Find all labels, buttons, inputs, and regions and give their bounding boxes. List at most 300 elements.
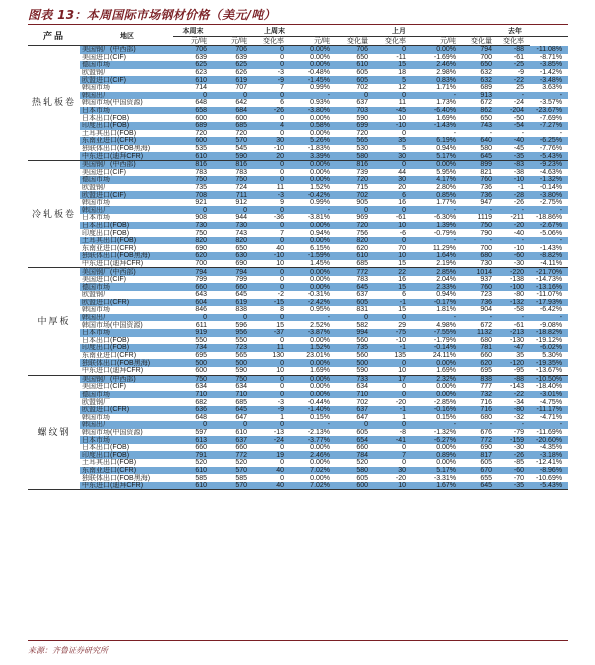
value-cell: -3.01% [530,391,568,399]
value-cell: 733 [336,375,374,383]
value-cell: -10 [498,176,530,184]
value-cell: 30 [374,176,412,184]
value-cell: 1119 [477,214,493,222]
value-cell: 40 [276,244,284,252]
table-row [28,237,568,245]
value-cell: 6.15% [310,244,331,252]
value-cell: 11 [276,183,284,191]
value-cell: -88 [498,46,530,54]
value-cell: -3.80% [530,191,568,199]
value-cell: 15 [374,283,412,291]
value-cell: 700 [480,244,493,252]
region-cell: 印度出口(FOB) [80,344,173,352]
value-cell: 11 [253,344,290,352]
value-cell: -204 [498,107,530,115]
region-cell: 日本市场 [80,329,173,337]
table-row [28,383,568,391]
value-cell: 735 [195,183,207,191]
value-cell: 0 [402,383,407,391]
value-cell: 18 [398,69,407,77]
value-cell: 732 [462,391,498,399]
value-cell: 772 [336,268,374,276]
value-cell: 610 [235,428,247,436]
value-cell: 580 [336,467,374,475]
value-cell: 626 [235,69,247,77]
value-cell: 0.83% [412,76,462,84]
value-cell: 550 [195,336,207,344]
value-cell: 605 [356,69,369,77]
value-cell: 684 [213,107,253,115]
value-cell: 0.93% [310,99,331,107]
value-cell: -9 [253,406,290,414]
table-row [28,107,568,115]
value-cell: -11.69% [536,428,563,436]
value-cell: 654 [336,436,374,444]
value-cell: 0 [280,336,284,344]
value-cell: 655 [480,474,493,482]
value-cell: 15 [374,260,412,268]
value-cell: -0.79% [433,229,457,237]
table-row [28,54,568,62]
value-cell: -3.31% [433,474,457,482]
value-cell: -2.75% [539,199,563,207]
value-cell: -3 [277,69,284,77]
value-cell: -10 [395,336,407,344]
region-cell: 欧盟钢厂 [82,398,110,406]
table-row [28,314,568,322]
table-row [28,268,568,276]
table-row [28,99,568,107]
region-cell: 日本出口(FOB) [82,114,130,122]
value-cell: 610 [173,482,213,490]
table-row [28,92,568,100]
table-row [28,122,568,130]
region-cell: 美国钢厂(中西部) [80,375,173,383]
table-row [28,367,568,375]
value-cell: 520 [195,459,207,467]
value-cell: -3.57% [539,99,563,107]
header-row-groups [28,27,568,37]
table-row [28,244,568,252]
value-cell: 1014 [462,268,498,276]
region-cell: 德国市场 [80,61,173,69]
value-cell: 605 [356,428,369,436]
value-cell: - [412,237,462,245]
table-row [28,474,568,482]
value-cell: -23.67% [530,107,568,115]
value-cell: -138 [510,276,525,284]
value-cell: 676 [480,428,493,436]
value-cell: 0 [173,206,213,214]
value-cell: 0.94% [310,229,331,237]
value-cell: -54 [498,122,530,130]
value-cell: 838 [462,375,498,383]
value-cell: -1.83% [307,145,331,153]
value-cell: 630 [213,252,253,260]
value-cell: 130 [272,352,284,360]
value-cell: 905 [356,199,369,207]
value-cell: 639 [235,53,247,61]
value-cell: 15 [374,61,412,69]
value-cell: 707 [235,84,247,92]
value-cell: -79 [513,428,525,436]
value-cell: -11.08% [530,46,568,54]
region-cell: 日本市场 [80,436,173,444]
value-cell: -5.43% [530,152,568,160]
value-cell: -95 [498,367,530,375]
value-cell: 0 [213,314,253,322]
value-cell: 790 [480,229,493,237]
value-cell: 642 [235,99,247,107]
value-cell: 30 [374,152,412,160]
value-cell: 791 [173,451,213,459]
region-cell: 德国市场 [80,176,173,184]
value-cell: 0 [173,421,213,429]
value-cell: 658 [173,107,213,115]
value-cell: 703 [336,107,374,115]
value-cell: 1.67% [412,482,462,490]
value-cell: 690 [195,244,207,252]
value-cell: -4.11% [530,260,568,268]
region-cell: 韩国市场(中国资源) [82,99,143,107]
value-cell: -159 [498,436,530,444]
region-cell: 东南亚进口(CFR) [82,244,137,252]
header-region: 地区 [80,27,173,46]
table-row [28,444,568,452]
value-cell: 605 [336,299,374,307]
value-cell: 0.15% [436,413,457,421]
value-cell: -35 [498,482,530,490]
value-cell: - [290,421,336,429]
value-cell: 720 [235,129,247,137]
value-cell: 0.00% [436,383,457,391]
value-cell: - [530,92,568,100]
table-body [28,46,568,490]
value-cell: 0 [213,92,253,100]
value-cell: 1.77% [436,199,457,207]
region-cell: 印度出口(FOB) [80,451,173,459]
value-cell: 702 [356,398,369,406]
table-row [28,352,568,360]
value-cell: 0 [280,53,284,61]
value-cell: 605 [336,76,374,84]
value-cell: 610 [173,76,213,84]
value-cell: -4.75% [539,398,563,406]
source-note: 来源：齐鲁证券研究所 [28,646,108,655]
value-cell: -20 [498,222,530,230]
value-cell: 40 [253,467,290,475]
value-cell: 585 [235,474,247,482]
value-cell: 35 [516,352,525,360]
value-cell: 647 [356,413,369,421]
value-cell: -1.32% [530,176,568,184]
value-cell: -7.55% [412,329,462,337]
value-cell: 10 [374,252,412,260]
value-cell: 1.69% [412,367,462,375]
value-cell: 660 [480,352,493,360]
value-cell: -9.23% [530,160,568,168]
table-row [28,429,568,437]
value-cell: 2.32% [412,375,462,383]
value-cell: 994 [336,329,374,337]
value-cell: -60 [498,252,530,260]
value-cell: -22 [498,76,530,84]
value-cell: 838 [235,306,247,314]
value-cell: 739 [356,168,369,176]
table-row [28,306,568,314]
value-cell: 660 [356,444,369,452]
value-cell: 648 [195,413,207,421]
value-cell: -26 [498,451,530,459]
value-cell: 0.00% [290,359,336,367]
table-row [28,321,568,329]
value-cell: -6.02% [530,344,568,352]
region-cell: 中东进口(迪拜CFR) [80,482,173,490]
table-row [28,252,568,260]
value-cell: 1 [402,413,407,421]
value-cell: 6 [374,191,412,199]
table-row [28,406,568,414]
value-cell: 596 [235,321,247,329]
value-cell: 604 [173,299,213,307]
region-cell: 韩国出厂 [80,314,173,322]
value-cell: 783 [235,168,247,176]
value-cell: 5.17% [412,152,462,160]
value-cell: -10.50% [530,375,568,383]
header-unit: 元/吨 [173,37,213,46]
table-row [28,46,568,54]
table-row [28,69,568,77]
value-cell: 23.01% [306,352,331,360]
value-cell: 10 [374,222,412,230]
value-cell: 4.98% [436,321,457,329]
value-cell: 2.46% [412,61,462,69]
region-cell: 独联体出口(FOB黑海) [82,145,151,153]
value-cell: 756 [356,229,369,237]
table-row [28,214,568,222]
value-cell: 5.26% [290,137,336,145]
value-cell: -3.77% [290,436,336,444]
value-cell: -13.16% [530,283,568,291]
value-cell: 0 [173,92,213,100]
value-cell: 597 [195,428,207,436]
header-last-month: 上月 [336,27,462,37]
region-cell: 韩国市场 [82,84,110,92]
value-cell: -211 [510,214,525,222]
value-cell: -18.82% [530,329,568,337]
value-cell: 2.52% [310,321,331,329]
value-cell: - [498,314,530,322]
value-cell: 15 [276,321,284,329]
value-cell: 706 [336,46,374,54]
region-cell: 美国进口(CIF) [82,168,126,176]
value-cell: 625 [213,61,253,69]
value-cell: 634 [356,383,369,391]
value-cell: -5.06% [539,229,563,237]
value-cell: -1.42% [539,69,563,77]
value-cell: -60 [498,467,530,475]
table-row [28,299,568,307]
value-cell: 2.33% [412,283,462,291]
value-cell: -61 [513,321,525,329]
table-row [28,199,568,207]
value-cell: 760 [462,283,498,291]
value-cell: 610 [336,61,374,69]
region-cell: 韩国市场(中国资源) [82,321,143,329]
value-cell: 640 [462,137,498,145]
region-cell: 欧盟钢厂 [82,183,110,191]
value-cell: 735 [336,344,374,352]
value-cell: 720 [336,222,374,230]
value-cell: 600 [195,114,207,122]
value-cell: - [412,314,462,322]
value-cell: 16 [398,276,407,284]
value-cell: 0 [374,46,412,54]
region-cell: 美国钢厂(中西部) [80,268,173,276]
value-cell: 10 [253,260,290,268]
value-cell: -3.48% [530,76,568,84]
value-cell: 17 [374,375,412,383]
table-row [28,421,568,429]
region-cell: 独联体出口(FOB黑海) [80,252,173,260]
value-cell: 817 [462,451,498,459]
value-cell: 969 [356,214,369,222]
region-cell: 韩国市场 [82,306,110,314]
value-cell: 702 [336,191,374,199]
value-cell: 0 [280,129,284,137]
value-cell: 0 [173,314,213,322]
value-cell: 0.00% [310,276,331,284]
region-cell: 中东进口(迪拜CFR) [80,260,173,268]
value-cell: 0 [374,206,412,214]
value-cell: 899 [462,160,498,168]
value-cell: 0.00% [436,459,457,467]
value-cell: 1.45% [290,260,336,268]
value-cell: 1.64% [412,252,462,260]
value-cell: 580 [336,152,374,160]
value-cell: -0.48% [307,69,331,77]
value-cell: 799 [195,276,207,284]
value-cell: 2.19% [412,260,462,268]
region-cell: 欧盟进口(CFR) [80,299,173,307]
value-cell: 710 [336,391,374,399]
region-cell: 欧盟进口(CFR) [80,406,173,414]
region-cell: 韩国出厂 [80,421,173,429]
value-cell: -3.81% [307,214,331,222]
value-cell: 0 [280,114,284,122]
value-cell: 0.85% [412,191,462,199]
value-cell: 0 [336,206,374,214]
value-cell: 0 [253,421,290,429]
value-cell: -22 [498,391,530,399]
value-cell: 0 [374,391,412,399]
value-cell: 40 [253,482,290,490]
value-cell: 912 [235,199,247,207]
value-cell: 794 [173,268,213,276]
value-cell: - [412,421,462,429]
value-cell: 20 [398,183,407,191]
value-cell: 11.29% [432,244,457,252]
value-cell: 0 [253,92,290,100]
value-cell: 3.39% [290,152,336,160]
value-cell: -1.43% [539,244,563,252]
value-cell: 750 [213,176,253,184]
value-cell: 736 [480,183,493,191]
value-cell: - [290,314,336,322]
value-cell: 816 [336,160,374,168]
value-cell: 695 [462,367,498,375]
value-cell: -61 [395,214,407,222]
value-cell: -10 [513,244,525,252]
value-cell: - [290,92,336,100]
value-cell: -8.82% [530,252,568,260]
value-cell: -38 [513,168,525,176]
table-row [28,414,568,422]
value-cell: 590 [213,152,253,160]
value-cell: - [462,206,498,214]
value-cell: 570 [213,467,253,475]
value-cell: 690 [213,260,253,268]
value-cell: - [498,206,530,214]
value-cell: 4 [253,122,290,130]
value-cell: 0.00% [310,168,331,176]
value-cell: 0 [253,237,290,245]
value-cell: 620 [173,252,213,260]
value-cell: 0.00% [290,222,336,230]
value-cell: -45 [374,107,412,115]
value-cell: 743 [235,229,247,237]
product-label: 冷轧板卷 [28,160,80,267]
value-cell: - [530,237,568,245]
table-row [28,482,568,490]
value-cell: 636 [173,406,213,414]
region-cell: 东南亚进口(CFR) [80,467,173,475]
value-cell: 0.15% [310,413,331,421]
value-cell: -4.35% [539,444,563,452]
value-cell: -80 [498,406,530,414]
value-cell: -10 [253,252,290,260]
value-cell: 550 [235,336,247,344]
value-cell: 0.94% [436,291,457,299]
value-cell: 500 [336,359,374,367]
value-cell: 0.58% [290,122,336,130]
value-cell: 647 [235,413,247,421]
value-cell: 690 [480,444,493,452]
value-cell: 7 [374,451,412,459]
region-cell: 日本市场 [82,214,110,222]
value-cell: -2 [277,291,284,299]
value-cell: 35 [374,137,412,145]
region-cell: 美国钢厂(中西部) [80,46,173,54]
value-cell: 0.00% [412,46,462,54]
value-cell: -26 [513,199,525,207]
region-cell: 美国钢厂(中西部) [80,160,173,168]
value-cell: 0.00% [290,391,336,399]
value-cell: -143 [510,383,525,391]
value-cell: 0.00% [310,383,331,391]
value-cell: 682 [195,398,207,406]
value-cell: -100 [498,283,530,291]
table-row [28,76,568,84]
value-cell: 637 [336,406,374,414]
value-cell: 29 [398,321,407,329]
product-label: 中厚板 [28,268,80,375]
value-cell: -1.59% [290,252,336,260]
value-cell: 777 [480,383,493,391]
value-cell: -20.60% [530,436,568,444]
value-cell: 660 [195,444,207,452]
value-cell: -26 [253,107,290,115]
